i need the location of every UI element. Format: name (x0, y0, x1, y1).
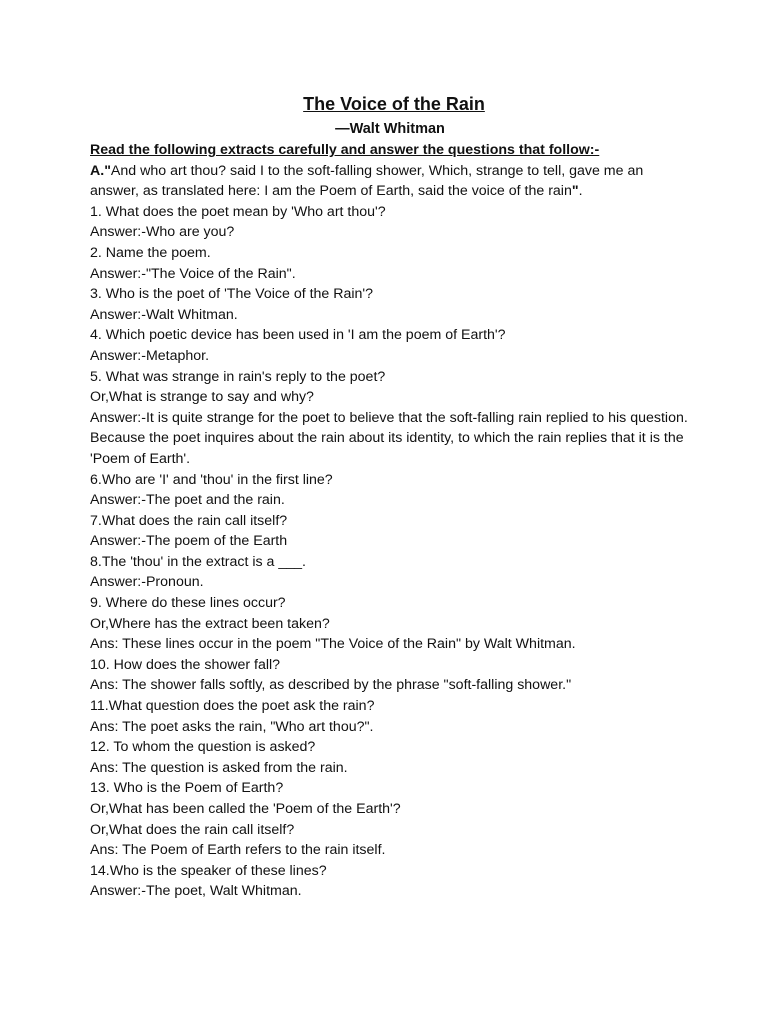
question-line: Or,What is strange to say and why? (90, 389, 314, 406)
extract-end: . (578, 183, 583, 200)
answer-line: Ans: The poet asks the rain, "Who art thou?". (90, 718, 374, 735)
answer-line: Answer:-Who are you? (90, 224, 235, 241)
extract-paragraph (90, 161, 690, 202)
answer-line: Answer:-Pronoun. (90, 574, 204, 591)
document-body (90, 92, 690, 902)
answer-line: Answer:-Walt Whitman. (90, 306, 238, 323)
answer-line: Answer:-The poet and the rain. (90, 492, 285, 509)
answer-line: Answer:-It is quite strange for the poet to believe that the soft-falling rain replied to his question. (90, 409, 688, 426)
answer-line: Answer:-The poem of the Earth (90, 533, 288, 550)
question-line: 9. Where do these lines occur? (90, 595, 286, 612)
answer-line: Because the poet inquires about the rain about its identity, to which the rain replies that it is the 'Poem of Earth'. (90, 430, 684, 467)
question-line: 14.Who is the speaker of these lines? (90, 862, 327, 879)
question-line: 4. Which poetic device has been used in 'I am the poem of Earth'? (90, 327, 506, 344)
instructions-heading: Read the following extracts carefully and answer the questions that follow:- (90, 142, 600, 158)
question-line: 10. How does the shower fall? (90, 656, 281, 673)
question-line: 12. To whom the question is asked? (90, 739, 316, 756)
question-line: 8.The 'thou' in the extract is a ___. (90, 553, 306, 570)
poem-title: The Voice of the Rain (303, 94, 485, 114)
extract-label: A." (90, 162, 111, 179)
question-line: 5. What was strange in rain's reply to the poet? (90, 368, 386, 385)
answer-line: Answer:-"The Voice of the Rain". (90, 265, 296, 282)
question-line: 2. Name the poem. (90, 244, 211, 261)
question-line: 13. Who is the Poem of Earth? (90, 780, 284, 797)
question-line: 3. Who is the poet of 'The Voice of the Rain'? (90, 286, 374, 303)
answer-line: Answer:-Metaphor. (90, 347, 210, 364)
answer-line: Ans: The Poem of Earth refers to the rain itself. (90, 842, 386, 859)
extract-close-quote: " (571, 183, 579, 200)
question-line: 1. What does the poet mean by 'Who art thou'? (90, 203, 386, 220)
answer-line: Ans: The shower falls softly, as described by the phrase "soft-falling shower." (90, 677, 572, 694)
question-line: Or,Where has the extract been taken? (90, 615, 330, 632)
answer-line: Ans: The question is asked from the rain. (90, 759, 348, 776)
poem-author: —Walt Whitman (335, 121, 445, 137)
question-line: 7.What does the rain call itself? (90, 512, 288, 529)
extract-text: And who art thou? said I to the soft-falling shower, Which, strange to tell, gave me an answer, as translated here: I am the Poem of Earth, said the voice of the rain (90, 162, 644, 200)
answer-line: Ans: These lines occur in the poem "The Voice of the Rain" by Walt Whitman. (90, 636, 576, 653)
question-line: 6.Who are 'I' and 'thou' in the first line? (90, 471, 333, 488)
question-line: Or,What does the rain call itself? (90, 821, 295, 838)
question-line: 11.What question does the poet ask the rain? (90, 698, 375, 715)
question-line: Or,What has been called the 'Poem of the Earth'? (90, 801, 401, 817)
answer-line: Answer:-The poet, Walt Whitman. (90, 883, 302, 900)
